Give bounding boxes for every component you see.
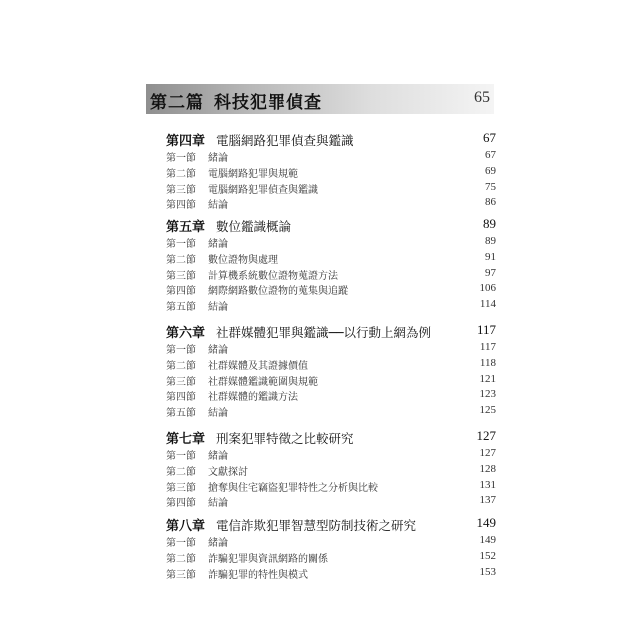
section-title: 緒論 — [208, 538, 228, 549]
chapter-label: 第四章 — [166, 134, 206, 149]
section-label: 第三節 — [166, 270, 196, 282]
section-title: 社群媒體鑑識範圍與規範 — [208, 376, 318, 388]
chapter-title: 數位鑑識概論 — [216, 219, 292, 234]
section-title: 緒論 — [208, 153, 228, 164]
section-entry — [166, 196, 496, 210]
section-title: 緒論 — [208, 451, 228, 462]
section-label: 第一節 — [166, 239, 196, 250]
chapter-page-number: 67 — [483, 130, 496, 145]
section-label: 第二節 — [166, 168, 196, 180]
section-page-number: 86 — [485, 196, 496, 209]
chapter-page-number: 89 — [483, 216, 496, 231]
chapter-entry — [166, 515, 496, 533]
section-page-number: 69 — [485, 164, 496, 177]
section-page-number: 75 — [485, 180, 496, 193]
section-page-number: 123 — [479, 388, 496, 401]
chapter-title: 刑案犯罪特徵之比較研究 — [216, 431, 354, 446]
section-page-number: 89 — [485, 235, 496, 247]
section-label: 第四節 — [166, 392, 196, 404]
section-label: 第二節 — [166, 553, 196, 565]
section-page-number: 149 — [479, 534, 496, 546]
section-title: 電腦網路犯罪與規範 — [208, 168, 298, 180]
section-page-number: 67 — [485, 149, 496, 161]
section-entry — [166, 479, 496, 493]
section-page-number: 152 — [479, 549, 496, 562]
section-label: 第一節 — [166, 345, 196, 356]
chapter-page-number: 117 — [476, 322, 496, 337]
section-page-number: 125 — [479, 404, 496, 417]
section-title: 搶奪與住宅竊盜犯罪特性之分析與比較 — [208, 482, 378, 494]
section-label: 第三節 — [166, 376, 196, 388]
section-page-number: 128 — [479, 462, 496, 475]
section-entry — [166, 181, 496, 195]
section-title: 緒論 — [208, 345, 228, 356]
section-entry — [166, 404, 496, 418]
section-title: 詐騙犯罪與資訊網路的關係 — [208, 553, 328, 565]
section-title: 結論 — [208, 498, 228, 510]
section-title: 結論 — [208, 200, 228, 212]
section-entry — [166, 566, 496, 580]
section-title: 文獻探討 — [208, 466, 248, 478]
section-title: 緒論 — [208, 239, 228, 250]
chapter-page-number: 127 — [476, 428, 496, 443]
part-page-number: 65 — [474, 89, 490, 106]
chapter-label: 第五章 — [166, 220, 206, 235]
chapter-label: 第七章 — [166, 432, 206, 447]
section-title: 社群媒體的鑑識方法 — [208, 392, 298, 404]
section-entry — [166, 357, 496, 371]
section-entry — [166, 388, 496, 402]
section-label: 第一節 — [166, 153, 196, 164]
part-title: 科技犯罪偵查 — [214, 93, 322, 113]
chapter-label: 第八章 — [166, 519, 206, 534]
section-label: 第三節 — [166, 482, 196, 494]
section-entry — [166, 298, 496, 312]
chapter-title: 電信詐欺犯罪智慧型防制技術之研究 — [216, 518, 417, 533]
section-page-number: 97 — [485, 266, 496, 279]
section-page-number: 106 — [479, 282, 496, 295]
chapter-entry — [166, 428, 496, 446]
part-label: 第二篇 — [150, 93, 204, 113]
section-entry — [166, 149, 496, 163]
section-page-number: 121 — [479, 372, 496, 385]
chapter-entry — [166, 216, 496, 234]
section-entry — [166, 373, 496, 387]
chapter-page-number: 149 — [476, 515, 496, 530]
section-title: 數位證物與處理 — [208, 254, 278, 266]
section-title: 網際網路數位證物的蒐集與追蹤 — [208, 286, 348, 298]
section-page-number: 91 — [485, 250, 496, 263]
section-page-number: 118 — [479, 356, 496, 369]
section-label: 第一節 — [166, 451, 196, 462]
section-page-number: 117 — [479, 341, 496, 353]
section-label: 第三節 — [166, 569, 196, 581]
section-title: 詐騙犯罪的特性與模式 — [208, 569, 308, 581]
section-entry — [166, 267, 496, 281]
section-label: 第五節 — [166, 408, 196, 420]
section-title: 結論 — [208, 302, 228, 314]
section-entry — [166, 341, 496, 355]
chapter-label: 第六章 — [166, 326, 206, 341]
section-label: 第五節 — [166, 302, 196, 314]
section-page-number: 153 — [479, 565, 496, 578]
section-title: 電腦網路犯罪偵查與鑑識 — [208, 184, 318, 196]
section-label: 第四節 — [166, 286, 196, 298]
section-entry — [166, 282, 496, 296]
chapter-title: 電腦網路犯罪偵查與鑑識 — [216, 133, 354, 148]
section-page-number: 137 — [479, 494, 496, 507]
section-title: 計算機系統數位證物蒐證方法 — [208, 270, 338, 282]
section-label: 第三節 — [166, 184, 196, 196]
section-entry — [166, 447, 496, 461]
section-entry — [166, 494, 496, 508]
section-label: 第一節 — [166, 538, 196, 549]
section-entry — [166, 251, 496, 265]
section-label: 第二節 — [166, 466, 196, 478]
section-label: 第四節 — [166, 200, 196, 212]
section-entry — [166, 550, 496, 564]
section-label: 第二節 — [166, 254, 196, 266]
section-label: 第四節 — [166, 498, 196, 510]
section-entry — [166, 534, 496, 548]
section-entry — [166, 463, 496, 477]
chapter-entry — [166, 322, 496, 340]
chapter-title: 社群媒體犯罪與鑑識──以行動上網為例 — [216, 325, 432, 340]
section-entry — [166, 235, 496, 249]
part-heading — [150, 88, 322, 113]
section-entry — [166, 165, 496, 179]
section-label: 第二節 — [166, 360, 196, 372]
section-page-number: 114 — [479, 298, 496, 311]
section-page-number: 131 — [479, 478, 496, 491]
section-page-number: 127 — [479, 447, 496, 459]
section-title: 社群媒體及其證據價值 — [208, 360, 308, 372]
chapter-entry — [166, 130, 496, 148]
section-title: 結論 — [208, 408, 228, 420]
